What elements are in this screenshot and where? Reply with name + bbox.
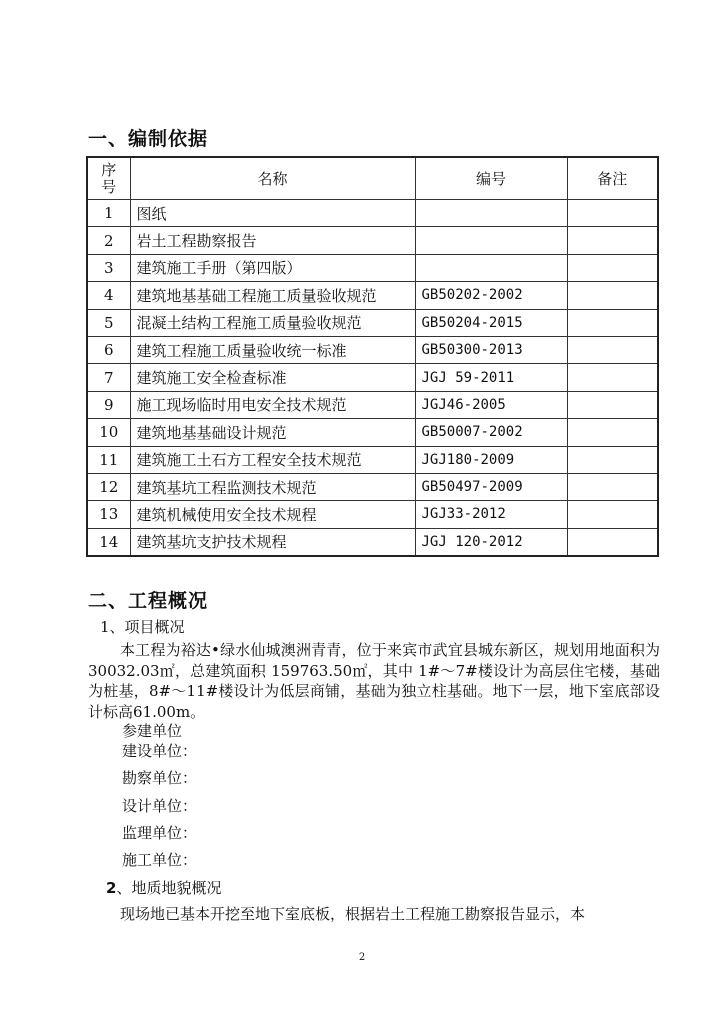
- subsection-geology: [106, 877, 221, 898]
- cell-no: 4: [87, 282, 130, 309]
- cell-name: 建筑地基基础工程施工质量验收规范: [130, 282, 415, 309]
- cell-note: [567, 446, 658, 473]
- cell-no: 13: [87, 501, 130, 528]
- table-row: [87, 254, 658, 281]
- table-row: [87, 419, 658, 446]
- cell-code: [415, 200, 567, 227]
- cell-note: [567, 200, 658, 227]
- basis-table: [86, 156, 659, 557]
- cell-code: GB50497-2009: [415, 473, 567, 500]
- cell-note: [567, 528, 658, 556]
- cell-no: 2: [87, 227, 130, 254]
- cell-no: 11: [87, 446, 130, 473]
- cell-name: 图纸: [130, 200, 415, 227]
- table-row: [87, 200, 658, 227]
- cell-no: 12: [87, 473, 130, 500]
- cell-no: 14: [87, 528, 130, 556]
- table-row: [87, 446, 658, 473]
- cell-note: [567, 254, 658, 281]
- cell-code: GB50007-2002: [415, 419, 567, 446]
- header-no: 序号: [87, 157, 130, 200]
- cell-note: [567, 282, 658, 309]
- cell-name: 建筑机械使用安全技术规程: [130, 501, 415, 528]
- cell-note: [567, 501, 658, 528]
- cell-note: [567, 227, 658, 254]
- header-code: 编号: [415, 157, 567, 200]
- subsection-geology-text: 、地质地貌概况: [116, 879, 222, 897]
- cell-name: 建筑施工手册（第四版）: [130, 254, 415, 281]
- unit-owner: 建设单位：: [122, 742, 198, 760]
- table-row: [87, 528, 658, 556]
- cell-note: [567, 309, 658, 336]
- cell-code: JGJ180-2009: [415, 446, 567, 473]
- section1-title: 一、编制依据: [88, 128, 209, 150]
- cell-note: [567, 419, 658, 446]
- cell-name: 混凝土结构工程施工质量验收规范: [130, 309, 415, 336]
- cell-note: [567, 364, 658, 391]
- cell-code: GB50202-2002: [415, 282, 567, 309]
- header-note: 备注: [567, 157, 658, 200]
- subsection-project-overview: 1、项目概况: [100, 618, 185, 636]
- table-row: [87, 364, 658, 391]
- cell-code: JGJ46-2005: [415, 391, 567, 418]
- table-row: [87, 282, 658, 309]
- cell-name: 施工现场临时用电安全技术规范: [130, 391, 415, 418]
- cell-code: JGJ 59-2011: [415, 364, 567, 391]
- table-header-row: [87, 157, 658, 200]
- geology-paragraph: 现场地已基本开挖至地下室底板，根据岩土工程施工勘察报告显示，本: [120, 905, 586, 923]
- cell-code: [415, 254, 567, 281]
- table-row: [87, 501, 658, 528]
- table-row: [87, 336, 658, 363]
- unit-survey: 勘察单位：: [122, 769, 198, 787]
- cell-no: 6: [87, 336, 130, 363]
- project-overview-paragraph: 本工程为裕达•绿水仙城澳洲青青，位于来宾市武宜县城东新区，规划用地面积为30032.03㎡，总建筑面积 159763.50㎡，其中 1#～7#楼设计为高层住宅楼，基础为桩基，8#～11#楼设计为低层商铺，基础为独立柱基础。地下一层，地下室底部设计标高61.00m。: [88, 641, 660, 721]
- table-row: [87, 391, 658, 418]
- cell-code: GB50300-2013: [415, 336, 567, 363]
- table-row: [87, 227, 658, 254]
- unit-construction: 施工单位：: [122, 851, 198, 869]
- cell-note: [567, 391, 658, 418]
- unit-supervision: 监理单位：: [122, 824, 198, 842]
- cell-name: 建筑施工安全检查标准: [130, 364, 415, 391]
- cell-name: 建筑工程施工质量验收统一标准: [130, 336, 415, 363]
- cell-note: [567, 336, 658, 363]
- cell-code: [415, 227, 567, 254]
- cell-code: JGJ33-2012: [415, 501, 567, 528]
- page-number: 2: [358, 952, 366, 963]
- cell-code: JGJ 120-2012: [415, 528, 567, 556]
- unit-design: 设计单位：: [122, 797, 198, 815]
- cell-no: 5: [87, 309, 130, 336]
- cell-name: 建筑施工土石方工程安全技术规范: [130, 446, 415, 473]
- cell-name: 建筑基坑支护技术规程: [130, 528, 415, 556]
- cell-no: 3: [87, 254, 130, 281]
- cell-no: 10: [87, 419, 130, 446]
- header-name: 名称: [130, 157, 415, 200]
- cell-name: 建筑地基基础设计规范: [130, 419, 415, 446]
- table-row: [87, 309, 658, 336]
- table-row: [87, 473, 658, 500]
- units-heading: 参建单位: [122, 722, 183, 740]
- section2-title: 二、工程概况: [88, 590, 209, 612]
- subsection-geology-number: 2: [106, 879, 117, 897]
- cell-note: [567, 473, 658, 500]
- cell-code: GB50204-2015: [415, 309, 567, 336]
- cell-name: 岩土工程勘察报告: [130, 227, 415, 254]
- cell-no: 9: [87, 391, 130, 418]
- cell-name: 建筑基坑工程监测技术规范: [130, 473, 415, 500]
- cell-no: 1: [87, 200, 130, 227]
- cell-no: 7: [87, 364, 130, 391]
